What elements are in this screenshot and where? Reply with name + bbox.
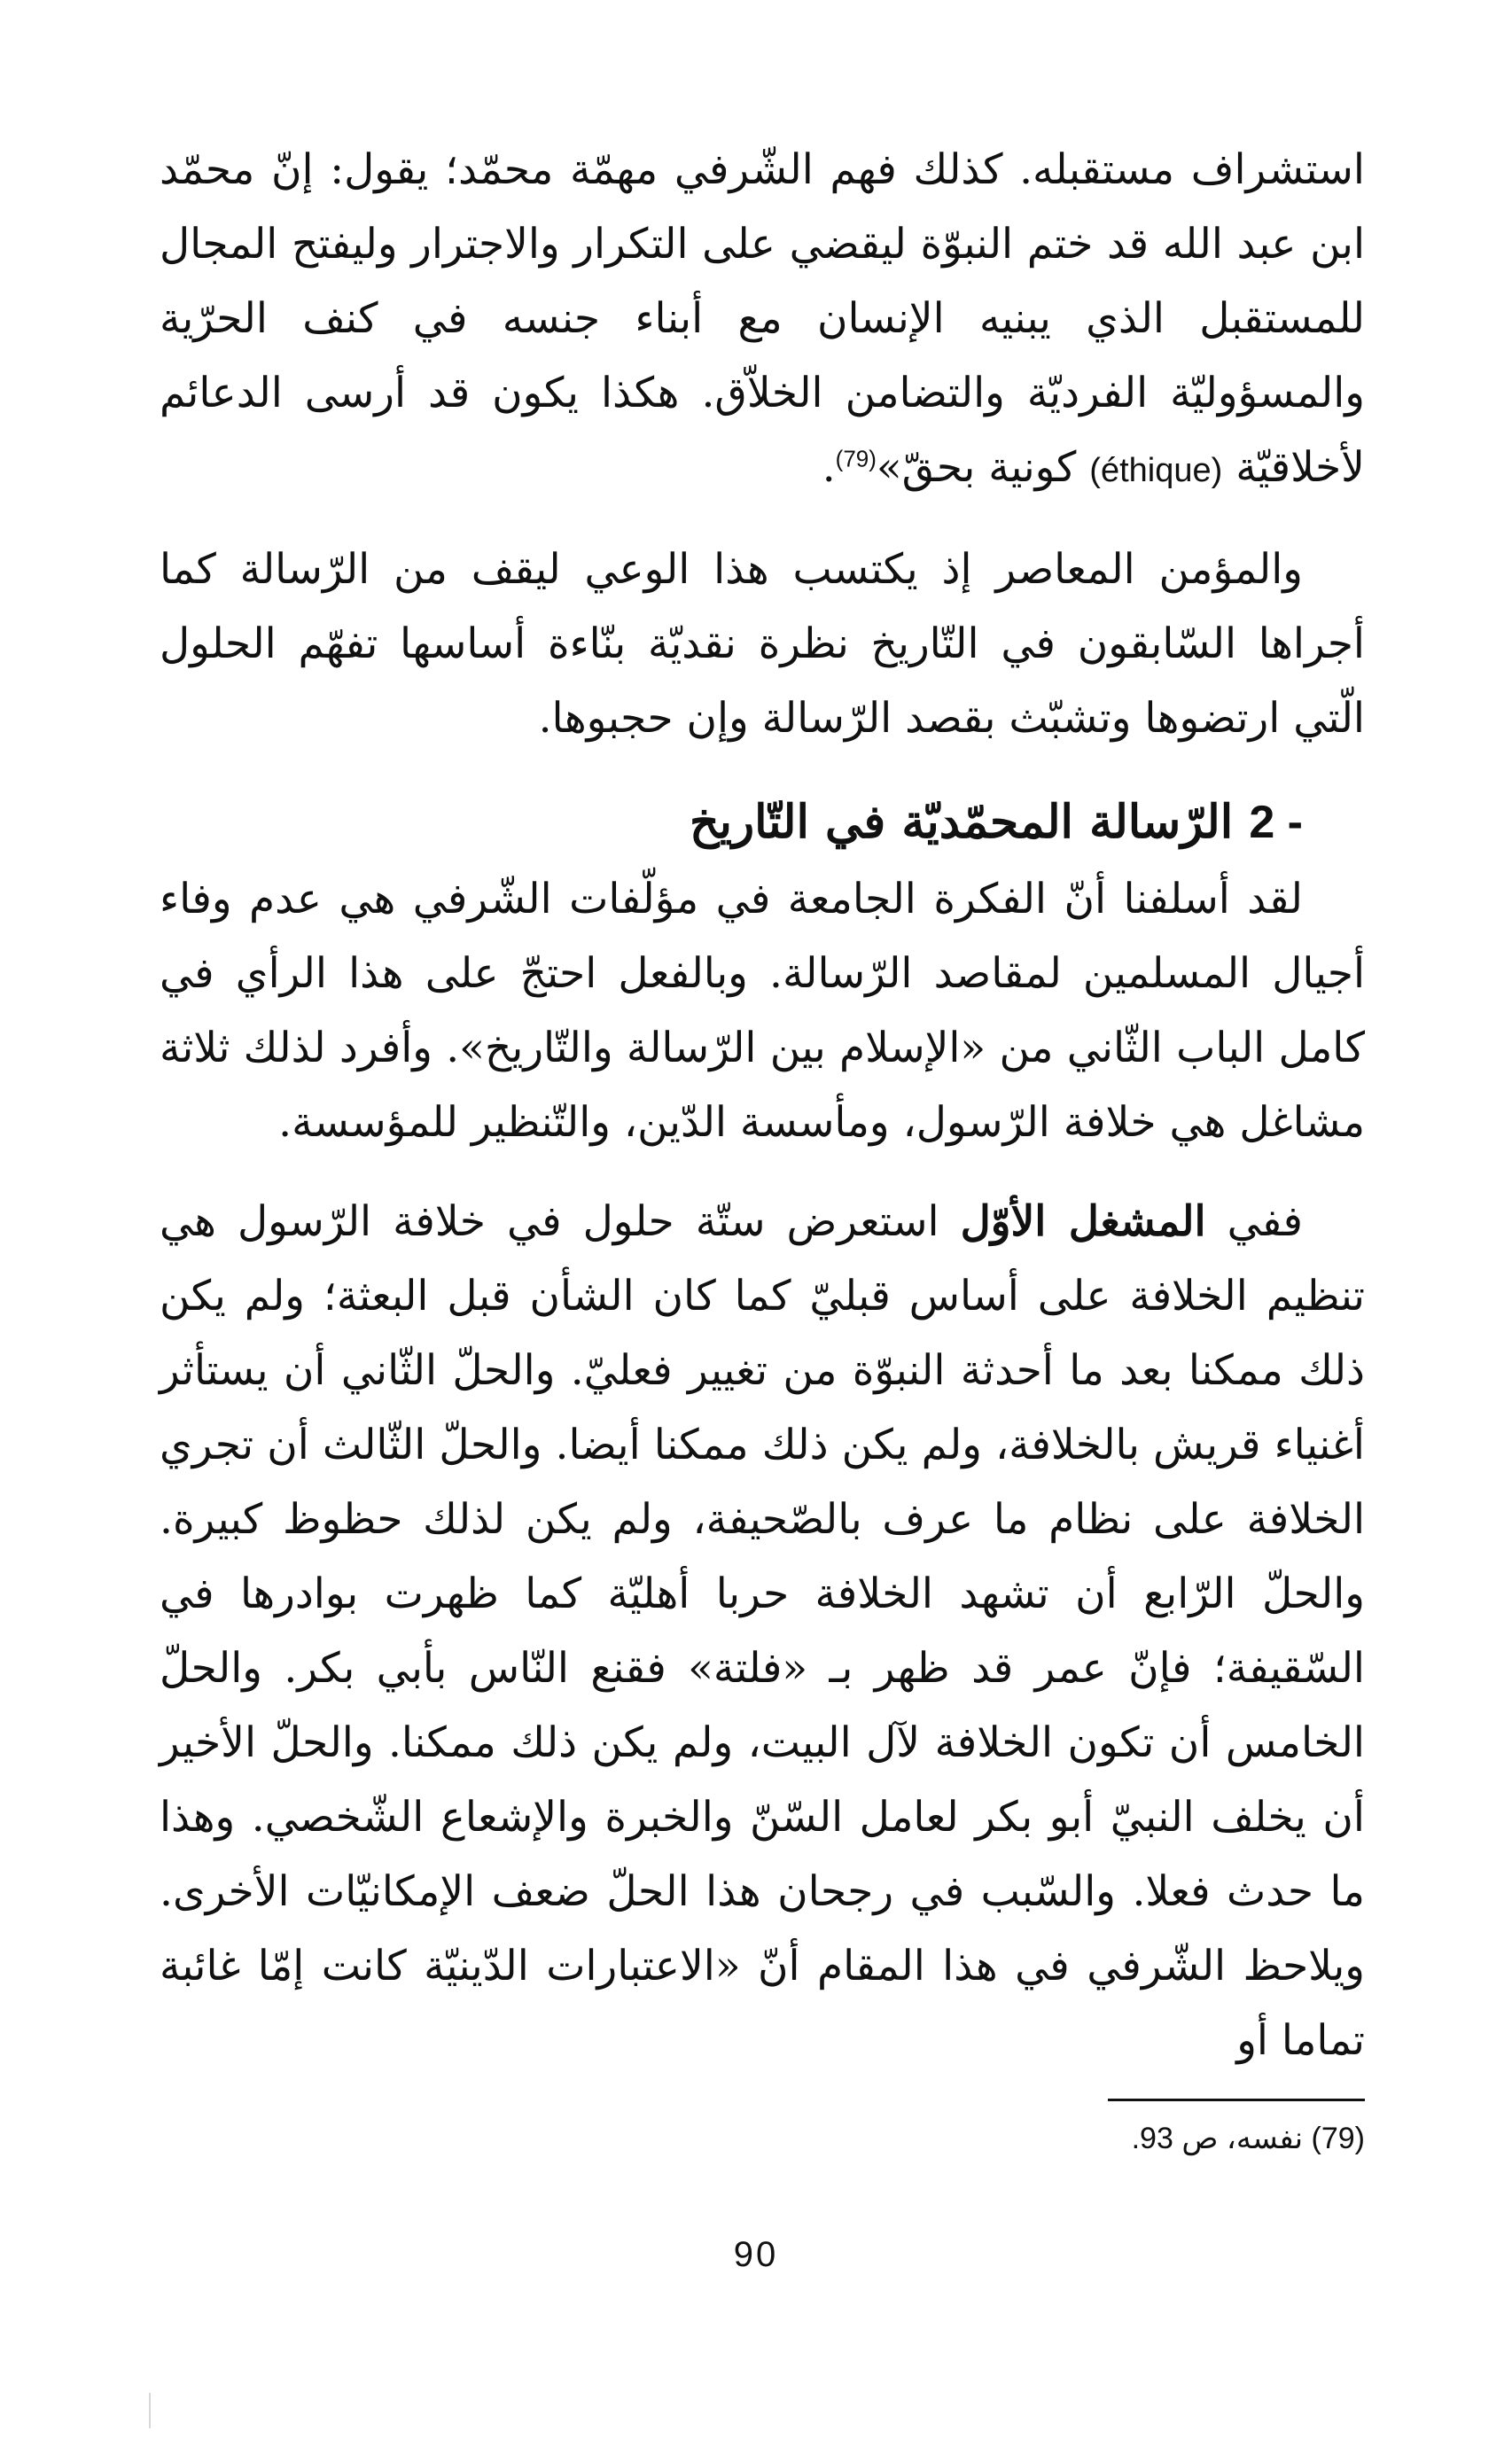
footnote: (79) نفسه، ص 93. — [1131, 2122, 1365, 2155]
paragraph-2: والمؤمن المعاصر إذ يكتسب هذا الوعي ليقف من الرّسالة كما أجراها السّابقون في التّاريخ نظرة نقديّة بنّاءة أساسها تفهّم الحلول الّتي ارتضوها وتشبّث بقصد الرّسالة وإن حجبوها. — [160, 545, 1365, 743]
paragraph-1-period: . — [822, 443, 836, 492]
section-title: الرّسالة المحمّديّة في التّاريخ — [689, 795, 1234, 849]
page-number: 90 — [733, 2235, 779, 2274]
paragraph-1 — [160, 133, 1365, 508]
paragraph-4-text: استعرض ستّة حلول في خلافة الرّسول هي تنظيم الخلافة على أساس قبليّ كما كان الشأن قبل البعثة؛ ولم يكن ذلك ممكنا بعد ما أحدثة النبوّة من تغيير فعليّ. والحلّ الثّاني أن يستأثر أغنياء قريش بالخلافة، ولم يكن ذلك ممكنا أيضا. والحلّ الثّالث أن تجري الخلافة على نظام ما عرف بالصّحيفة، ولم يكن لذلك حظوظ كبيرة. والحلّ الرّابع أن تشهد الخلافة حربا أهليّة كما ظهرت بوادرها في السّقيفة؛ فإنّ عمر قد ظهر بـ «فلتة» فقنع النّاس بأبي بكر. والحلّ الخامس أن تكون الخلافة لآل البيت، ولم يكن ذلك ممكنا. والحلّ الأخير أن يخلف النبيّ أبو بكر لعامل السّنّ والخبرة والإشعاع الشّخصي. وهذا ما حدث فعلا. والسّبب في رجحان هذا الحلّ ضعف الإمكانيّات الأخرى. ويلاحظ الشّرفي في هذا المقام أنّ «الاعتبارات الدّينيّة كانت إمّا غائبة تماما أو — [160, 1197, 1365, 2065]
section-number: 2 - — [1249, 797, 1303, 848]
paragraph-4-lead: ففي — [1227, 1197, 1303, 1246]
latin-term: (éthique) — [1089, 452, 1223, 489]
paragraph-3: لقد أسلفنا أنّ الفكرة الجامعة في مؤلّفات الشّرفي هي عدم وفاء أجيال المسلمين لمقاصد الرّسالة. وبالفعل احتجّ على هذا الرأي في كامل الباب الثّاني من «الإسلام بين الرّسالة والتّاريخ». وأفرد لذلك ثلاثة مشاغل هي خلافة الرّسول، ومأسسة الدّين، والتّنظير للمؤسسة. — [160, 875, 1365, 1147]
paragraph-1-quote-end: كونية بحقّ» — [876, 443, 1077, 492]
page-body — [160, 133, 1365, 2078]
scan-edge-mark — [149, 2393, 151, 2428]
paragraph-1-text: استشراف مستقبله. كذلك فهم الشّرفي مهمّة محمّد؛ يقول: إنّ محمّد ابن عبد الله قد ختم النبوّة ليقضي على التكرار والاجترار وليفتح المجال للمستقبل الذي يبنيه الإنسان مع أبناء جنسه في كنف الحرّية والمسؤوليّة الفرديّة والتضامن الخلاّق. هكذا يكون قد أرسى الدعائم لأخلاقيّة — [160, 145, 1365, 492]
footnote-reference: (79) — [835, 445, 877, 472]
section-heading — [160, 783, 1303, 862]
paragraph-4-emphasis: المشغل الأوّل — [960, 1197, 1206, 1246]
paragraph-4 — [160, 1185, 1365, 2078]
footnote-divider — [1108, 2099, 1365, 2101]
